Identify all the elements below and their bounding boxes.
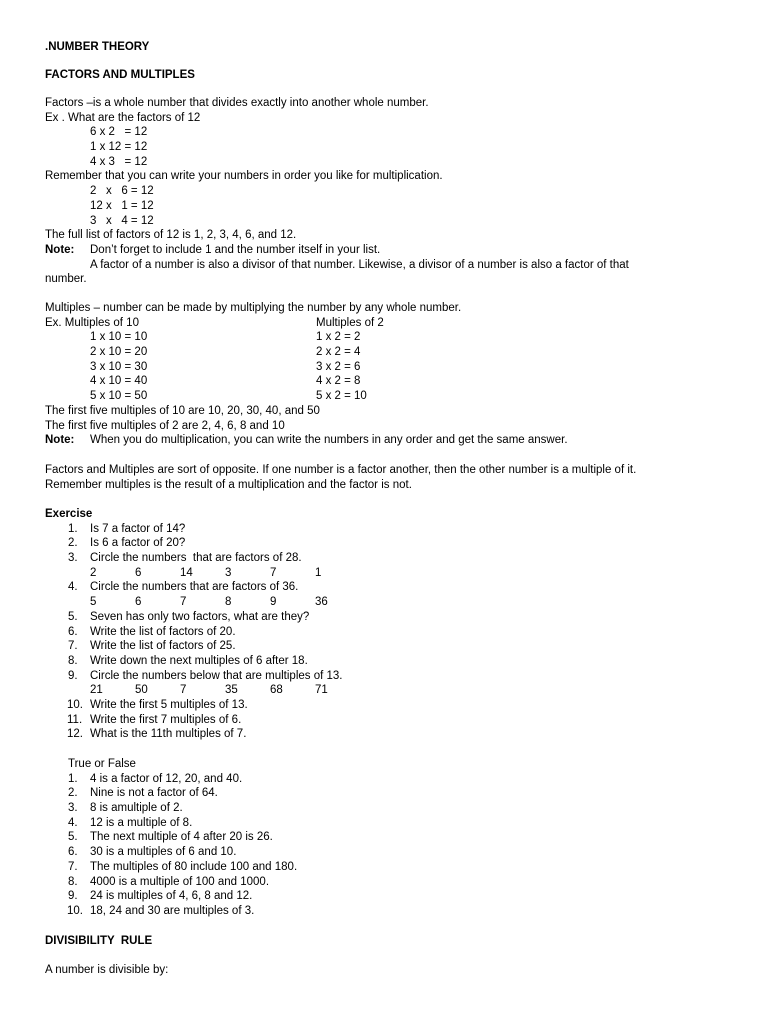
list-item-text: 8 is amultiple of 2. bbox=[90, 802, 183, 815]
answer-options bbox=[45, 595, 728, 610]
list-item-text: Circle the numbers below that are multiples of 13. bbox=[90, 669, 343, 682]
factor-equation: 4 x 3 = 12 bbox=[90, 155, 148, 168]
divisibility-section bbox=[45, 963, 728, 978]
answer-option[interactable]: 14 bbox=[180, 566, 193, 579]
true-false-section bbox=[45, 757, 728, 919]
factors-note-1 bbox=[45, 243, 728, 258]
factors-example: Ex . What are the factors of 12 bbox=[45, 111, 201, 124]
exercise-heading: Exercise bbox=[45, 508, 93, 520]
list-item-text: Write the list of factors of 20. bbox=[90, 625, 236, 638]
list-item bbox=[45, 875, 728, 890]
factor-equation: 6 x 2 = 12 bbox=[90, 126, 148, 139]
list-item-text: What is the 11th multiples of 7. bbox=[90, 728, 247, 741]
list-item-number: 10. bbox=[67, 904, 83, 917]
list-item-text: Write the first 5 multiples of 13. bbox=[90, 698, 248, 711]
list-item-text: 18, 24 and 30 are multiples of 3. bbox=[90, 904, 255, 917]
list-item-number: 10. bbox=[67, 698, 83, 711]
list-item-number: 11. bbox=[67, 713, 83, 726]
multiple-equation: 4 x 2 = 8 bbox=[316, 375, 361, 388]
list-item bbox=[45, 610, 728, 625]
multiple-equation: 2 x 2 = 4 bbox=[316, 346, 361, 359]
list-item bbox=[45, 713, 728, 728]
true-false-list bbox=[45, 772, 728, 919]
multiple-equation: 3 x 2 = 6 bbox=[316, 360, 361, 373]
answer-option[interactable]: 3 bbox=[225, 566, 232, 579]
list-item bbox=[45, 889, 728, 904]
answer-option[interactable]: 8 bbox=[225, 596, 232, 609]
multiple-equation: 5 x 2 = 10 bbox=[316, 390, 367, 403]
factor-equation: 2 x 6 = 12 bbox=[90, 185, 154, 198]
answer-options bbox=[45, 566, 728, 581]
multiple-equation: 3 x 10 = 30 bbox=[90, 360, 148, 373]
true-false-heading: True or False bbox=[68, 758, 136, 770]
list-item-number: 1. bbox=[68, 772, 78, 785]
list-item bbox=[45, 786, 728, 801]
multiples-first-ten: The first five multiples of 10 are 10, 20, 30, 40, and 50 bbox=[45, 404, 320, 417]
list-item-number: 8. bbox=[68, 875, 78, 888]
exercise-list bbox=[45, 522, 728, 742]
list-item-text: 4000 is a multiple of 100 and 1000. bbox=[90, 875, 270, 888]
divisibility-heading: DIVISIBILITY RULE bbox=[45, 935, 153, 947]
list-item bbox=[45, 551, 728, 566]
factors-note-2: A factor of a number is also a divisor of that number. Likewise, a divisor of a number is also a factor of that bbox=[90, 258, 629, 271]
multiples-of-10-heading: Ex. Multiples of 10 bbox=[45, 316, 139, 329]
list-item bbox=[45, 536, 728, 551]
list-item-number: 6. bbox=[68, 846, 78, 859]
list-item bbox=[45, 845, 728, 860]
note-label: Note: bbox=[45, 243, 75, 256]
multiple-equation: 4 x 10 = 40 bbox=[90, 375, 148, 388]
answer-option[interactable]: 50 bbox=[135, 684, 148, 697]
list-item-number: 9. bbox=[68, 890, 78, 903]
title-block bbox=[45, 40, 728, 55]
multiples-of-2-column bbox=[316, 316, 384, 404]
list-item-number: 2. bbox=[68, 537, 78, 550]
opposite-line-1: Factors and Multiples are sort of opposite. If one number is a factor another, then the other number is a multiple of it. bbox=[45, 464, 637, 476]
answer-option[interactable]: 21 bbox=[90, 684, 103, 697]
list-item-text: 24 is multiples of 4, 6, 8 and 12. bbox=[90, 890, 253, 903]
factors-definition: Factors –is a whole number that divides exactly into another whole number. bbox=[45, 97, 429, 109]
multiples-definition: Multiples – number can be made by multiplying the number by any whole number. bbox=[45, 302, 462, 314]
answer-option[interactable]: 6 bbox=[135, 566, 142, 579]
answer-option[interactable]: 71 bbox=[315, 684, 328, 697]
answer-option[interactable]: 35 bbox=[225, 684, 238, 697]
list-item-number: 7. bbox=[68, 860, 78, 873]
divisibility-intro: A number is divisible by: bbox=[45, 964, 169, 976]
list-item-number: 12. bbox=[67, 728, 83, 741]
list-item-text: Circle the numbers that are factors of 36. bbox=[90, 581, 299, 594]
factor-equation: 3 x 4 = 12 bbox=[90, 214, 154, 227]
factors-multiples-heading: FACTORS AND MULTIPLES bbox=[45, 69, 195, 81]
list-item bbox=[45, 830, 728, 845]
multiple-equation: 1 x 2 = 2 bbox=[316, 331, 361, 344]
list-item-number: 7. bbox=[68, 640, 78, 653]
list-item-number: 9. bbox=[68, 669, 78, 682]
list-item-number: 5. bbox=[68, 610, 78, 623]
list-item-number: 4. bbox=[68, 581, 78, 594]
list-item-number: 4. bbox=[68, 816, 78, 829]
list-item-number: 1. bbox=[68, 522, 78, 535]
list-item bbox=[45, 727, 728, 742]
answer-option[interactable]: 9 bbox=[270, 596, 277, 609]
exercise-section bbox=[45, 507, 728, 742]
list-item-text: Seven has only two factors, what are they? bbox=[90, 610, 310, 623]
list-item-number: 2. bbox=[68, 787, 78, 800]
list-item bbox=[45, 801, 728, 816]
list-item-text: The next multiple of 4 after 20 is 26. bbox=[90, 831, 273, 844]
list-item-text: 12 is a multiple of 8. bbox=[90, 816, 193, 829]
answer-option[interactable]: 7 bbox=[270, 566, 277, 579]
answer-option[interactable]: 7 bbox=[180, 684, 187, 697]
list-item-number: 3. bbox=[68, 802, 78, 815]
factor-equation: 12 x 1 = 12 bbox=[90, 199, 154, 212]
factors-multiples-heading-block bbox=[45, 68, 728, 83]
answer-option[interactable]: 68 bbox=[270, 684, 283, 697]
list-item bbox=[45, 904, 728, 919]
multiples-columns bbox=[45, 316, 728, 404]
list-item-text: Write the list of factors of 25. bbox=[90, 640, 236, 653]
opposite-section bbox=[45, 463, 728, 492]
list-item bbox=[45, 816, 728, 831]
multiples-section bbox=[45, 301, 728, 448]
list-item-text: 30 is a multiples of 6 and 10. bbox=[90, 846, 237, 859]
list-item-text: The multiples of 80 include 100 and 180. bbox=[90, 860, 298, 873]
list-item-text: 4 is a factor of 12, 20, and 40. bbox=[90, 772, 243, 785]
list-item-text: Is 6 a factor of 20? bbox=[90, 537, 186, 550]
list-item-number: 5. bbox=[68, 831, 78, 844]
multiple-equation: 1 x 10 = 10 bbox=[90, 331, 148, 344]
opposite-line-2: Remember multiples is the result of a multiplication and the factor is not. bbox=[45, 478, 412, 491]
multiples-of-2-heading: Multiples of 2 bbox=[316, 316, 384, 329]
factors-full-list: The full list of factors of 12 is 1, 2, 3, 4, 6, and 12. bbox=[45, 229, 297, 242]
note-text: Don’t forget to include 1 and the number itself in your list. bbox=[90, 243, 381, 256]
list-item bbox=[45, 698, 728, 713]
list-item-text: Is 7 a factor of 14? bbox=[90, 522, 186, 535]
list-item bbox=[45, 860, 728, 875]
list-item-text: Nine is not a factor of 64. bbox=[90, 787, 218, 800]
multiples-of-10-column bbox=[45, 316, 316, 404]
note-label: Note: bbox=[45, 434, 75, 447]
list-item bbox=[45, 654, 728, 669]
answer-options bbox=[45, 683, 728, 698]
list-item bbox=[45, 639, 728, 654]
list-item bbox=[45, 669, 728, 684]
answer-option[interactable]: 5 bbox=[90, 596, 97, 609]
answer-option[interactable]: 7 bbox=[180, 596, 187, 609]
list-item bbox=[45, 772, 728, 787]
list-item-text: Circle the numbers that are factors of 28. bbox=[90, 552, 302, 565]
list-item-text: Write down the next multiples of 6 after 18. bbox=[90, 654, 308, 667]
answer-option[interactable]: 6 bbox=[135, 596, 142, 609]
note-text: When you do multiplication, you can write the numbers in any order and get the same answer. bbox=[90, 434, 568, 447]
factors-remember: Remember that you can write your numbers in order you like for multiplication. bbox=[45, 170, 443, 183]
divisibility-heading-block bbox=[45, 934, 728, 949]
factor-equation: 1 x 12 = 12 bbox=[90, 141, 148, 154]
list-item-number: 6. bbox=[68, 625, 78, 638]
answer-option[interactable]: 36 bbox=[315, 596, 328, 609]
factors-section bbox=[45, 96, 728, 287]
multiple-equation: 5 x 10 = 50 bbox=[90, 390, 148, 403]
number-theory-heading: .NUMBER THEORY bbox=[45, 41, 150, 53]
list-item-number: 3. bbox=[68, 552, 78, 565]
answer-option[interactable]: 2 bbox=[90, 566, 97, 579]
list-item-text: Write the first 7 multiples of 6. bbox=[90, 713, 242, 726]
list-item bbox=[45, 580, 728, 595]
answer-option[interactable]: 1 bbox=[315, 566, 322, 579]
multiple-equation: 2 x 10 = 20 bbox=[90, 346, 148, 359]
multiples-note bbox=[45, 433, 728, 448]
multiples-first-two: The first five multiples of 2 are 2, 4, 6, 8 and 10 bbox=[45, 419, 285, 432]
list-item bbox=[45, 625, 728, 640]
factors-note-2-cont: number. bbox=[45, 273, 87, 286]
list-item-number: 8. bbox=[68, 654, 78, 667]
list-item bbox=[45, 522, 728, 537]
